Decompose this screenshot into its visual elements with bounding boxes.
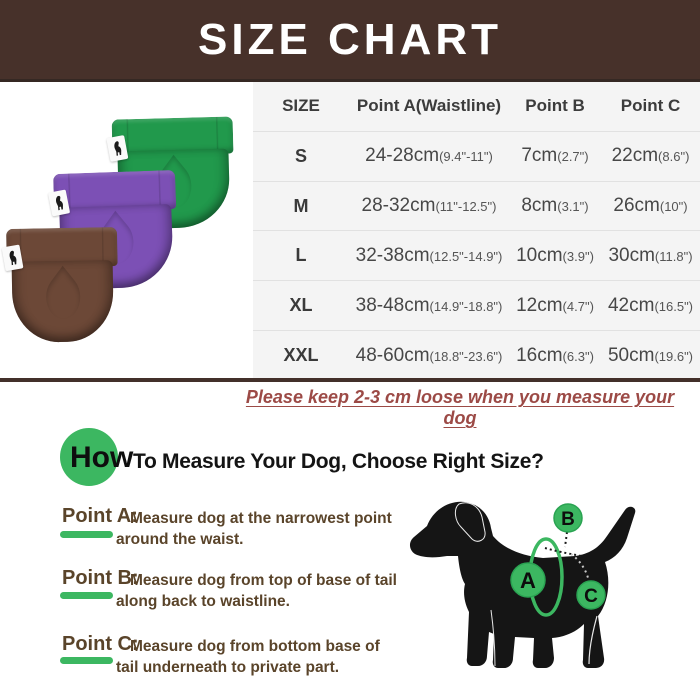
- column-header-point-a: Point A(Waistline): [356, 96, 502, 116]
- dog-logo-icon: [111, 139, 124, 157]
- point-b-underline: [60, 592, 113, 599]
- marker-a-label: A: [520, 568, 536, 593]
- page-title: SIZE CHART: [198, 14, 502, 64]
- column-header-size: SIZE: [282, 96, 320, 116]
- table-cell: 48-60cm(18.8"-23.6"): [355, 344, 503, 366]
- point-c-label: Point C:: [62, 633, 139, 655]
- how-badge-text: How: [70, 441, 134, 474]
- marker-b-label: B: [561, 509, 575, 530]
- table-cell: 38-48cm(14.9"-18.8"): [355, 294, 503, 316]
- how-heading: To Measure Your Dog, Choose Right Size?: [133, 450, 544, 473]
- header: [0, 0, 700, 82]
- table-cell: XXL: [283, 345, 319, 366]
- column-header-point-c: Point C: [620, 96, 681, 116]
- size-table: [253, 82, 700, 380]
- product-photo: [0, 95, 253, 365]
- table-cell: 12cm(4.7"): [516, 294, 594, 316]
- size-table-row: [253, 182, 700, 232]
- size-table-row: [253, 132, 700, 182]
- table-cell: M: [293, 195, 309, 216]
- point-b-label: Point B:: [62, 567, 139, 589]
- point-a-label: Point A:: [62, 505, 138, 527]
- divider-line: [0, 378, 700, 382]
- brand-tag: [2, 245, 24, 272]
- point-a-underline: [60, 531, 113, 538]
- table-cell: 10cm(3.9"): [516, 244, 594, 266]
- diaper-brown: [4, 227, 121, 343]
- dog-logo-icon: [6, 249, 19, 266]
- size-table-row: [253, 281, 700, 331]
- dog-logo-icon: [53, 195, 66, 213]
- marker-c-label: C: [584, 586, 598, 607]
- table-cell: 24-28cm(9.4"-11"): [365, 145, 493, 167]
- point-a-description: Measure dog at the narrowest point around the waist.: [116, 510, 392, 548]
- dog-diagram: [403, 492, 653, 688]
- table-cell: 50cm(19.6"): [607, 344, 694, 366]
- table-cell: 7cm(2.7"): [521, 145, 589, 167]
- size-table-row: [253, 231, 700, 281]
- table-cell: 42cm(16.5"): [607, 294, 694, 316]
- point-b-dotted-line: [565, 532, 567, 547]
- column-header-point-b: Point B: [525, 96, 585, 116]
- table-cell: XL: [289, 295, 313, 316]
- table-cell: 28-32cm(11"-12.5"): [361, 195, 497, 217]
- back-dotted-line: [545, 548, 581, 556]
- table-cell: 22cm(8.6"): [611, 145, 690, 167]
- table-cell: L: [295, 245, 307, 266]
- point-c-description: Measure dog from bottom base of tail underneath to private part.: [116, 638, 380, 676]
- table-cell: 8cm(3.1"): [521, 195, 589, 217]
- table-cell: 30cm(11.8"): [608, 244, 693, 266]
- table-cell: S: [294, 145, 307, 166]
- point-c-underline: [60, 657, 113, 664]
- measure-note: Please keep 2-3 cm loose when you measure your dog: [245, 387, 675, 428]
- table-cell: 16cm(6.3"): [516, 344, 594, 366]
- point-b-description: Measure dog from top of base of tail along back to waistline.: [116, 572, 397, 610]
- size-table-row: [253, 331, 700, 380]
- table-cell: 32-38cm(12.5"-14.9"): [355, 244, 503, 266]
- table-cell: 26cm(10"): [613, 195, 688, 217]
- size-table-header: [253, 82, 700, 132]
